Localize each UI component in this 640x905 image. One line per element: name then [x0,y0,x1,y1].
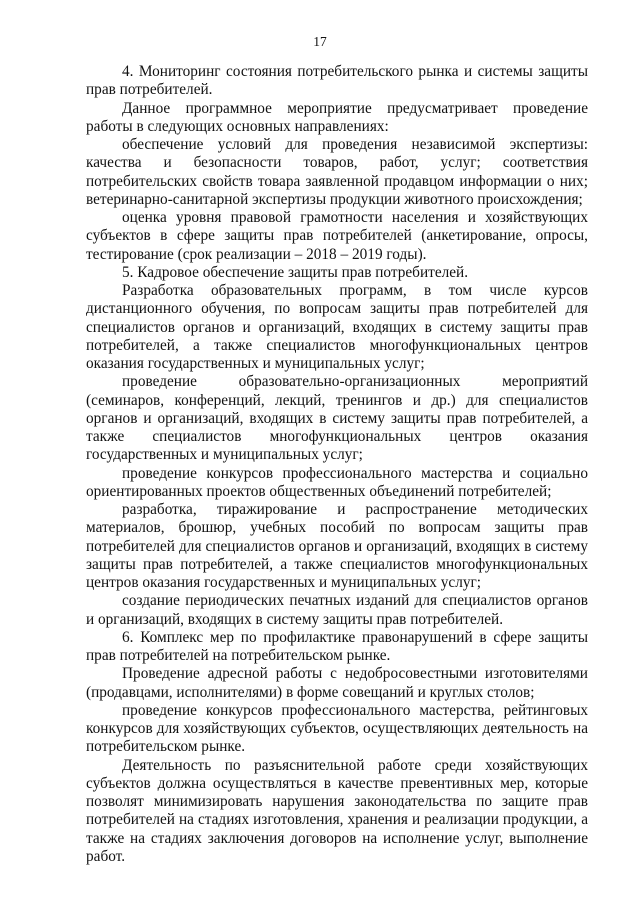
paragraph: разработка, тиражирование и распространение методических материалов, брошюр, учебных пособий по вопросам защиты прав потребителей для специалистов органов и организаций, входящих в систему защиты прав потребителей, а также специалистов многофункциональных центров оказания государственных и муниципальных услуг; [86,501,588,591]
paragraph: обеспечение условий для проведения независимой экспертизы: качества и безопасности товаров, работ, услуг; соответствия потребительских свойств товара заявленной продавцом информации о них; ветеринарно-санитарной экспертизы продукции животного происхождения; [86,136,588,208]
paragraph: Данное программное мероприятие предусматривает проведение работы в следующих основных направлениях: [86,99,588,135]
paragraph: создание периодических печатных изданий для специалистов органов и организаций, входящих в систему защиты прав потребителей. [86,592,588,628]
paragraph: Разработка образовательных программ, в том числе курсов дистанционного обучения, по вопросам защиты прав потребителей для специалистов органов и организаций, входящих в систему защиты прав потребителей, а также специалистов многофункциональных центров оказания государственных и муниципальных услуг; [86,282,588,372]
paragraph: оценка уровня правовой грамотности населения и хозяйствующих субъектов в сфере защиты прав потребителей (анкетирование, опросы, тестирование (срок реализации – 2018 – 2019 годы). [86,209,588,263]
section-4-heading: 4. Мониторинг состояния потребительского рынка и системы защиты прав потребителей. [86,63,588,99]
paragraph: Проведение адресной работы с недобросовестными изготовителями (продавцами, исполнителями) в форме совещаний и круглых столов; [86,665,588,701]
document-body [86,63,588,866]
page-number: 17 [313,34,327,49]
paragraph: проведение конкурсов профессионального мастерства, рейтинговых конкурсов для хозяйствующих субъектов, осуществляющих деятельность на потребительском рынке. [86,701,588,756]
paragraph: проведение образовательно-организационных мероприятий (семинаров, конференций, лекций, тренингов и др.) для специалистов органов и организаций, входящих в систему защиты прав потребителей, а также специалистов многофункциональных центров оказания государственных и муниципальных услуг; [86,373,588,464]
paragraph: Деятельность по разъяснительной работе среди хозяйствующих субъектов должна осуществляться в качестве превентивных мер, которые позволят минимизировать нарушения законодательства по защите прав потребителей на стадиях изготовления, хранения и реализации продукции, а также на стадиях заключения договоров на исполнение услуг, выполнение работ. [86,756,588,865]
section-6-heading: 6. Комплекс мер по профилактике правонарушений в сфере защиты прав потребителей на потребительском рынке. [86,628,588,664]
section-5-heading: 5. Кадровое обеспечение защиты прав потребителей. [122,263,469,281]
paragraph: проведение конкурсов профессионального мастерства и социально ориентированных проектов общественных объединений потребителей; [86,464,588,500]
